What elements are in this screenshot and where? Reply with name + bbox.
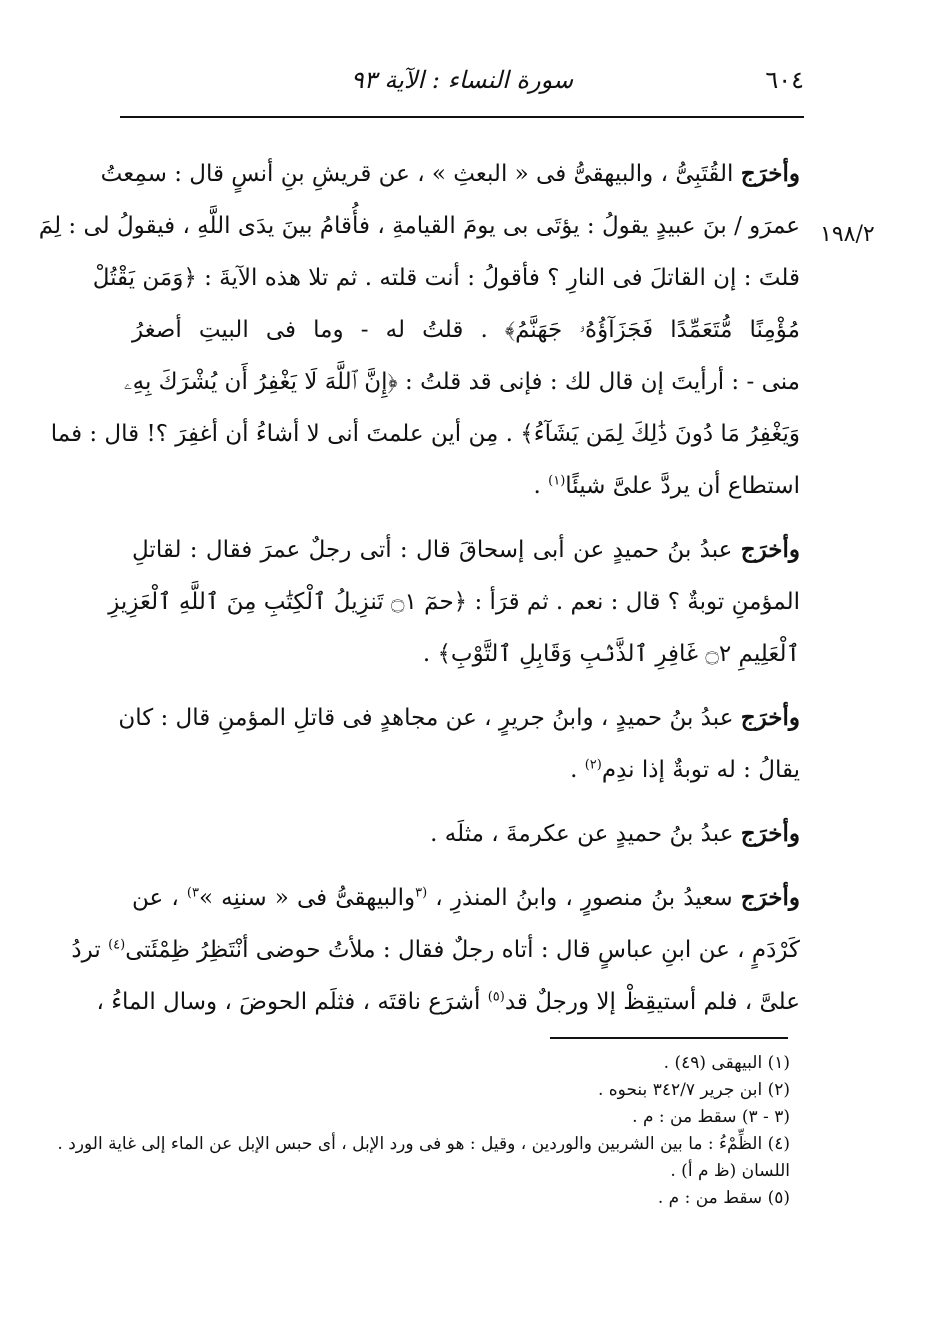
line-text: . (533, 473, 549, 499)
text-line (71, 924, 800, 976)
text-line (132, 744, 800, 796)
text-line (132, 628, 800, 680)
line-text: والبيهقىُّ فى « سننِه » (198, 885, 416, 911)
quran-verse: ﴿إِنَّ ٱللَّهَ لَا يَغْفِرُ أَن يُشْرَكَ بِهِۦ (123, 369, 398, 395)
line-text: عمرَو / بنَ عبيدٍ يقولُ : يؤتَى بى يومَ القيامةِ ، فأُقامُ بينَ يدَى اللَّهِ ، فيقولُ لى : لِمَ (38, 213, 800, 239)
paragraph-gap (132, 796, 800, 808)
line-text: تردُ (71, 937, 109, 963)
lead-word: وأخرَج (740, 820, 800, 847)
line-text: قلتَ : إن القاتلَ فى النارِ ؟ فأقولُ : أنت قلته . ثم تلا هذه الآيةَ : (196, 265, 800, 291)
text-line (132, 460, 800, 512)
footnote-marker: (٣ (415, 885, 428, 901)
header-divider (120, 116, 804, 118)
line-text: كَرْدَمٍ ، عن ابنِ عباسٍ قال : أتاه رجلٌ فقال : ملأتُ حوضى أنْتَظِرُ ظِمْئَتى (125, 937, 800, 963)
text-line (123, 356, 800, 408)
footnote: (٢) ابن جرير ٣٤٢/٧ بنحوه . (597, 1080, 790, 1100)
line-text: منى - : أرأيتَ إن قال لك : فإنى قد قلتُ : (397, 369, 800, 395)
footnote-marker: (٢) (584, 757, 602, 773)
line-text: سعيدُ بنُ منصورٍ ، وابنُ المنذرِ ، (427, 885, 741, 911)
line-text: عبدُ بنُ حميدٍ ، وابنُ جريرٍ ، عن مجاهدٍ فى قاتلِ المؤمنِ قال : كان (118, 705, 741, 731)
running-title: سورة النساء : الآية ٩٣ (350, 66, 574, 94)
page-number: ٦٠٤ (765, 66, 804, 94)
lead-word: وأخرَج (740, 536, 800, 563)
footnote-marker: (٥) (487, 989, 505, 1005)
line-text: يقالُ : له توبةٌ إذا ندِم (601, 757, 800, 783)
page-header (120, 62, 804, 106)
line-text: المؤمنِ توبةٌ ؟ قال : نعم . ثم قرَأ : (467, 589, 800, 615)
footnote: (١) البيهقى (٤٩) . (663, 1053, 790, 1073)
line-text: استطاع أن يردَّ علىَّ شيئًا (565, 473, 800, 499)
lead-word: وأخرَج (740, 704, 800, 731)
footnote-marker: (١) (548, 473, 566, 489)
quran-verse: ٱلْعَلِيمِ ۝٢ غَافِرِ ٱلذَّنۢبِ وَقَابِلِ ٱلتَّوْبِ﴾ (437, 641, 800, 667)
margin-reference: ١٩٨/٢ (820, 222, 875, 247)
paragraph-gap (132, 680, 800, 692)
footnote: (٤) الظِّمْءُ : ما بين الشربين والوردين ، وقيل : هو فى ورد الإبل ، أى حبس الإبل عن الماء إلى غاية الورد . (57, 1134, 790, 1154)
main-text (38, 148, 800, 1028)
text-line (132, 304, 800, 356)
line-text: علىَّ ، فلم أستيقِظْ إلا ورجلٌ قد (504, 989, 800, 1015)
text-line (132, 872, 800, 924)
quran-verse: ﴿وَمَن يَقْتُلْ (92, 265, 197, 291)
text-line (118, 692, 800, 744)
text-line (50, 408, 800, 460)
line-text: ، عن (132, 885, 187, 911)
text-line (96, 976, 800, 1028)
line-text: عبدُ بنُ حميدٍ عن أبى إسحاقَ قال : أتى رجلٌ عمرَ فقال : لقاتلِ (132, 537, 741, 563)
paragraph-gap (132, 860, 800, 872)
quran-verse: مُؤْمِنًا مُّتَعَمِّدًا فَجَزَآؤُهُۥ جَهَنَّمُ﴾ (504, 317, 800, 343)
line-text: عبدُ بنُ حميدٍ عن عكرمةَ ، مثلَه . (430, 821, 741, 847)
text-line (108, 576, 800, 628)
text-line (132, 524, 800, 576)
quran-verse: ﴿حمٓ ۝١ تَنزِيلُ ٱلْكِتَٰبِ مِنَ ٱللَّهِ ٱلْعَزِيزِ (108, 589, 468, 615)
footnotes (57, 1050, 790, 1212)
line-text: . (422, 641, 438, 667)
footnote: (٥) سقط من : م . (657, 1188, 790, 1208)
lead-word: وأخرَج (740, 884, 800, 911)
line-text: القُتَبِىُّ ، والبيهقىُّ فى « البعثِ » ، عن قريشِ بنِ أنسٍ قال : سمِعتُ (100, 161, 741, 187)
footnote: اللسان (ظ م أ) . (670, 1161, 790, 1181)
line-text: . مِن أين علمتَ أنى لا أشاءُ أن أغفِرَ ؟! قال : فما (50, 421, 521, 447)
footnote-marker: (٤) (108, 937, 126, 953)
footnote: (٣ - ٣) سقط من : م . (632, 1107, 790, 1127)
text-line (38, 200, 800, 252)
line-text: . (570, 757, 585, 783)
footnote-marker: ٣) (186, 885, 199, 901)
footnote-divider (550, 1037, 788, 1039)
quran-verse: وَيَغْفِرُ مَا دُونَ ذَٰلِكَ لِمَن يَشَآءُ﴾ (520, 421, 800, 447)
text-line (92, 252, 800, 304)
text-line (132, 808, 800, 860)
text-line (100, 148, 800, 200)
paragraph-gap (132, 512, 800, 524)
line-text: . قلتُ له - وما فى البيتِ أصغرُ (132, 317, 505, 343)
line-text: أشرَع ناقتَه ، فثلَم الحوضَ ، وسال الماءُ ، (96, 989, 488, 1015)
lead-word: وأخرَج (740, 160, 800, 187)
